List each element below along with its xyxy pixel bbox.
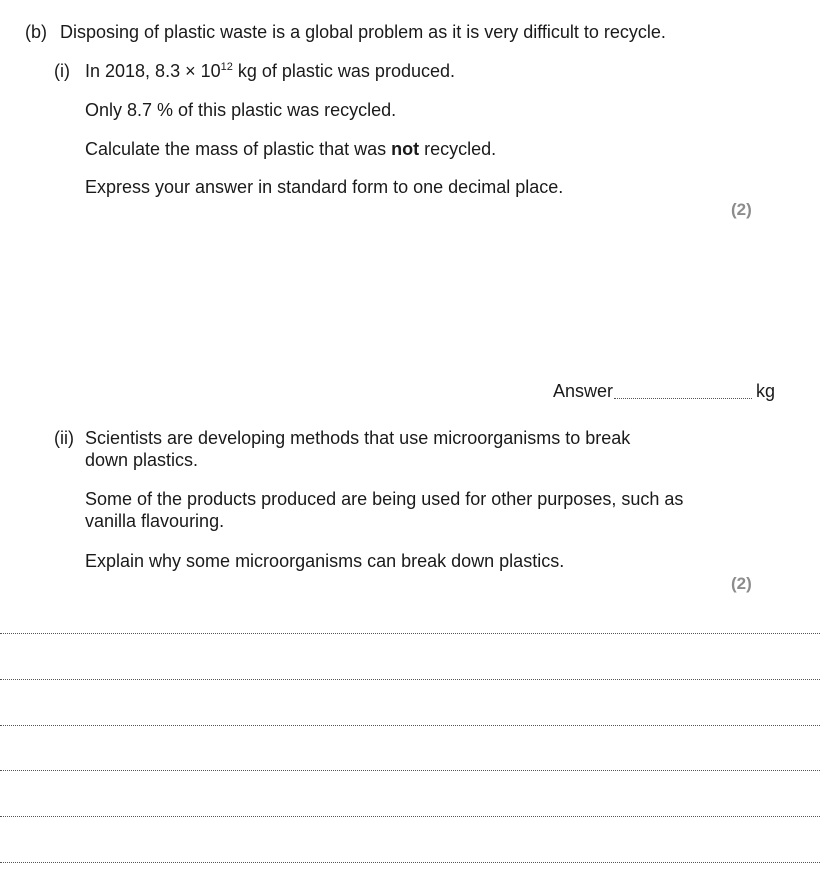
part-i-line3 — [85, 138, 496, 160]
part-i-marks: (2) — [731, 200, 752, 219]
part-ii-marks: (2) — [731, 574, 752, 593]
part-b-label: (b) — [25, 22, 47, 42]
part-i-line3-post: recycled. — [419, 139, 497, 159]
part-i-line1-pre: In 2018, 8.3 × 10 — [85, 61, 221, 81]
answer-line-4[interactable] — [0, 770, 820, 771]
part-i-line1 — [85, 60, 455, 85]
part-ii-label: (ii) — [54, 428, 74, 448]
answer-label: Answer — [553, 381, 614, 401]
part-i-line4: Express your answer in standard form to one decimal place. — [85, 177, 564, 197]
answer-input-line[interactable] — [614, 398, 752, 399]
answer-line-2[interactable] — [0, 679, 820, 680]
part-i-line1-post: kg of plastic was produced. — [232, 61, 455, 81]
answer-line-1[interactable] — [0, 633, 820, 634]
answer-line-5[interactable] — [0, 816, 820, 817]
part-ii-para1: Scientists are developing methods that use microorganisms to break down plastics. — [85, 428, 631, 470]
part-i-label: (i) — [54, 61, 70, 81]
part-b-text: Disposing of plastic waste is a global problem as it is very difficult to recycle. — [60, 22, 666, 42]
answer-row — [553, 380, 825, 404]
answer-unit: kg — [756, 381, 776, 401]
part-i-line2: Only 8.7 % of this plastic was recycled. — [85, 100, 397, 120]
part-i-exponent: 12 — [220, 61, 233, 73]
part-i-line3-bold: not — [391, 139, 420, 159]
answer-line-3[interactable] — [0, 725, 820, 726]
part-ii-para2: Some of the products produced are being used for other purposes, such as vanilla flavouring. — [85, 489, 684, 531]
answer-line-6[interactable] — [0, 862, 820, 863]
part-ii-para3: Explain why some microorganisms can break down plastics. — [85, 551, 565, 571]
part-i-line3-pre: Calculate the mass of plastic that was — [85, 139, 392, 159]
